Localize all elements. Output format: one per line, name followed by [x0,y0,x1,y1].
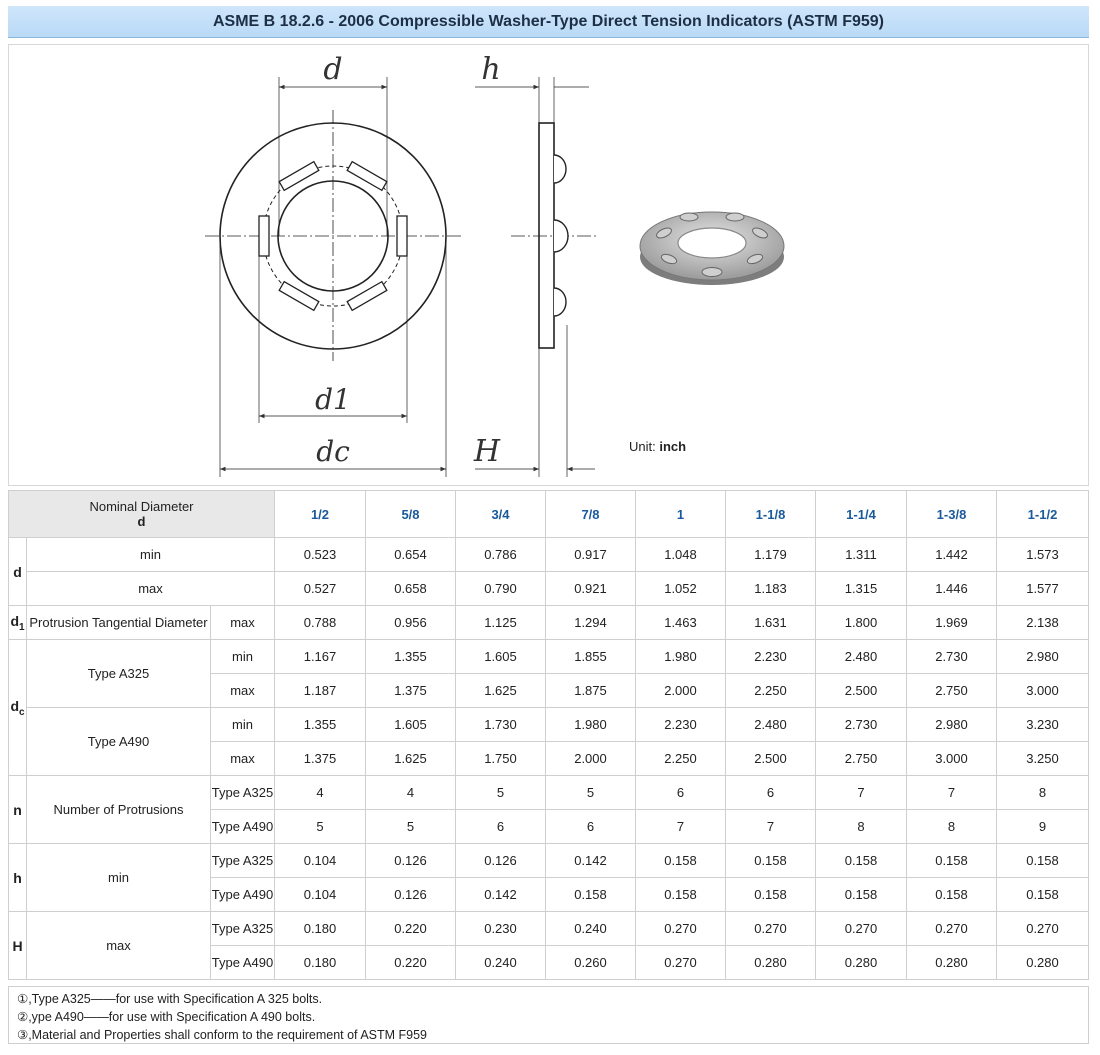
table-cell: 1.605 [456,640,546,674]
row-label: max [27,572,275,606]
table-cell: 4 [275,776,366,810]
table-cell: 0.158 [907,844,997,878]
table-cell: 0.523 [275,538,366,572]
table-cell: 2.750 [816,742,907,776]
table-cell: 0.270 [907,912,997,946]
table-cell: 5 [366,810,456,844]
table-cell: 1.446 [907,572,997,606]
table-cell: 5 [456,776,546,810]
table-cell: 6 [726,776,816,810]
table-cell: 7 [907,776,997,810]
washer-photo [640,212,784,285]
row-name: Number of Protrusions [27,776,211,844]
table-cell: 2.230 [636,708,726,742]
table-cell: 1.355 [275,708,366,742]
table-cell: 2.980 [907,708,997,742]
table-cell: 0.280 [997,946,1089,980]
size-1-2: 1/2 [275,491,366,538]
table-cell: 0.220 [366,912,456,946]
label-h: h [481,52,501,87]
symbol-dc [9,640,27,776]
table-cell: 0.126 [366,844,456,878]
table-cell: 1.463 [636,606,726,640]
table-cell: 1.052 [636,572,726,606]
row-name: Type A490 [27,708,211,776]
size-7-8: 7/8 [546,491,636,538]
table-cell: 1.980 [636,640,726,674]
label-dc: dc [316,435,350,468]
table-cell: 1.573 [997,538,1089,572]
table-cell: 1.311 [816,538,907,572]
size-1-1-8: 1-1/8 [726,491,816,538]
table-cell: 3.230 [997,708,1089,742]
table-cell: 0.280 [726,946,816,980]
table-cell: 0.158 [546,878,636,912]
table-cell: Unit: [629,439,660,454]
front-view [205,77,461,477]
label-d1: d1 [315,383,351,416]
table-cell: 0.790 [456,572,546,606]
table-cell: 0.270 [636,946,726,980]
table-cell: 1.625 [366,742,456,776]
table-cell: 2.750 [907,674,997,708]
table-cell: 1.187 [275,674,366,708]
table-cell: 0.158 [816,878,907,912]
table-cell: 0.658 [366,572,456,606]
row-name: max [27,912,211,980]
table-cell: 0.126 [366,878,456,912]
symbol-h: h [9,844,27,912]
size-1: 1 [636,491,726,538]
table-cell: 8 [997,776,1089,810]
table-cell: 0.158 [636,878,726,912]
row-label: min [27,538,275,572]
table-cell: 1.631 [726,606,816,640]
row-name: min [27,844,211,912]
row-label: max [211,606,275,640]
row-name: Protrusion Tangential Diameter [27,606,211,640]
label-d: d [323,52,343,87]
note-2: ②,ype A490——for use with Specification A 490 bolts. [17,1010,316,1024]
table-cell: 5 [275,810,366,844]
washer-drawing [9,45,1088,485]
table-cell: 2.000 [546,742,636,776]
table-cell: 1.183 [726,572,816,606]
table-row [9,572,1089,606]
table-cell: 0.280 [816,946,907,980]
nominal-diameter-header [9,491,275,538]
table-cell: Nominal Diameter [89,499,194,514]
table-cell: inch [659,439,687,454]
row-label: Type A490 [211,878,275,912]
symbol-d: d [9,538,27,606]
table-cell: 1.048 [636,538,726,572]
table-cell: 1.167 [275,640,366,674]
table-cell: 1.179 [726,538,816,572]
table-cell: 0.180 [275,946,366,980]
row-label: Type A325 [211,912,275,946]
table-row [9,776,1089,810]
table-cell: 0.158 [816,844,907,878]
table-cell: 2.138 [997,606,1089,640]
table-row [9,844,1089,878]
table-cell: 0.126 [456,844,546,878]
unit-label [629,439,686,454]
table-cell: 0.158 [726,844,816,878]
row-label: min [211,640,275,674]
row-label: Type A490 [211,946,275,980]
table-cell: 0.270 [997,912,1089,946]
table-cell: 8 [816,810,907,844]
table-cell: 1.355 [366,640,456,674]
table-cell: 1.294 [546,606,636,640]
table-cell: 0.104 [275,878,366,912]
page-title: ASME B 18.2.6 - 2006 Compressible Washer-Type Direct Tension Indicators (ASTM F959) [8,6,1089,38]
table-cell: 1.625 [456,674,546,708]
symbol-n: n [9,776,27,844]
table-cell: 0.270 [726,912,816,946]
table-cell: 3.250 [997,742,1089,776]
table-cell: 2.250 [726,674,816,708]
table-cell: 0.142 [456,878,546,912]
table-cell: 0.788 [275,606,366,640]
table-cell: 0.142 [546,844,636,878]
table-cell: 1.442 [907,538,997,572]
row-label: Type A325 [211,776,275,810]
table-cell: 0.956 [366,606,456,640]
table-cell: 0.527 [275,572,366,606]
table-cell: 5 [546,776,636,810]
table-row [9,640,1089,674]
table-cell: 6 [456,810,546,844]
table-cell: 0.240 [456,946,546,980]
size-1-1-2: 1-1/2 [997,491,1089,538]
size-5-8: 5/8 [366,491,456,538]
row-label: max [211,674,275,708]
row-label: Type A325 [211,844,275,878]
table-cell: 1.730 [456,708,546,742]
table-cell: 1.577 [997,572,1089,606]
table-cell: 6 [546,810,636,844]
table-cell: 0.158 [636,844,726,878]
table-cell: d [10,612,19,629]
table-cell: 1.855 [546,640,636,674]
table-cell: 0.260 [546,946,636,980]
size-1-3-8: 1-3/8 [907,491,997,538]
table-cell: 1.875 [546,674,636,708]
size-1-1-4: 1-1/4 [816,491,907,538]
table-cell: 3.000 [907,742,997,776]
table-cell: 3.000 [997,674,1089,708]
table-cell: d [10,697,19,714]
row-label: max [211,742,275,776]
note-1: ①,Type A325——for use with Specification A 325 bolts. [17,992,323,1006]
table-cell: 8 [907,810,997,844]
table-cell: 0.921 [546,572,636,606]
table-cell: 0.280 [907,946,997,980]
side-view [475,77,599,477]
table-cell: 0.104 [275,844,366,878]
table-cell: 0.270 [816,912,907,946]
table-cell: 1.980 [546,708,636,742]
table-cell: 9 [997,810,1089,844]
row-name: Type A325 [27,640,211,708]
table-cell: 2.500 [726,742,816,776]
table-cell: 0.654 [366,538,456,572]
table-cell: 1.375 [366,674,456,708]
table-cell: 0.917 [546,538,636,572]
table-cell: 2.480 [726,708,816,742]
table-cell: 2.250 [636,742,726,776]
table-cell: 0.158 [997,844,1089,878]
table-row [9,912,1089,946]
table-cell: 6 [636,776,726,810]
table-cell: 1.315 [816,572,907,606]
table-cell: 2.730 [816,708,907,742]
table-cell: 0.158 [726,878,816,912]
table-cell: d [137,514,146,529]
table-cell: 7 [636,810,726,844]
table-cell: 0.158 [907,878,997,912]
note-3: ③,Material and Properties shall conform to the requirement of ASTM F959 [17,1028,428,1042]
row-label: min [211,708,275,742]
table-cell: 0.240 [546,912,636,946]
table-cell: 0.158 [997,878,1089,912]
table-cell: 0.180 [275,912,366,946]
table-cell: 0.786 [456,538,546,572]
size-3-4: 3/4 [456,491,546,538]
table-cell: 1.605 [366,708,456,742]
table-cell: c [19,706,25,718]
symbol-d1 [9,606,27,640]
table-cell: 2.980 [997,640,1089,674]
table-cell: 0.220 [366,946,456,980]
table-cell: 1 [19,621,25,633]
label-H: H [473,434,501,469]
table-cell: 7 [726,810,816,844]
table-cell: 1.375 [275,742,366,776]
notes [8,986,1089,1044]
table-cell: 2.000 [636,674,726,708]
symbol-H: H [9,912,27,980]
header-row [9,491,1089,538]
table-cell: 4 [366,776,456,810]
table-row [9,708,1089,742]
table-cell: 1.125 [456,606,546,640]
table-cell: 2.730 [907,640,997,674]
table-cell: 0.270 [636,912,726,946]
table-cell: 1.750 [456,742,546,776]
table-cell: 1.800 [816,606,907,640]
table-cell: 2.230 [726,640,816,674]
drawing-panel [8,44,1089,486]
table-cell: 0.230 [456,912,546,946]
table-cell: 1.969 [907,606,997,640]
table-cell: 7 [816,776,907,810]
table-cell: 2.480 [816,640,907,674]
dimensions-table [8,490,1089,980]
table-row [9,606,1089,640]
table-row [9,538,1089,572]
row-label: Type A490 [211,810,275,844]
table-cell: 2.500 [816,674,907,708]
